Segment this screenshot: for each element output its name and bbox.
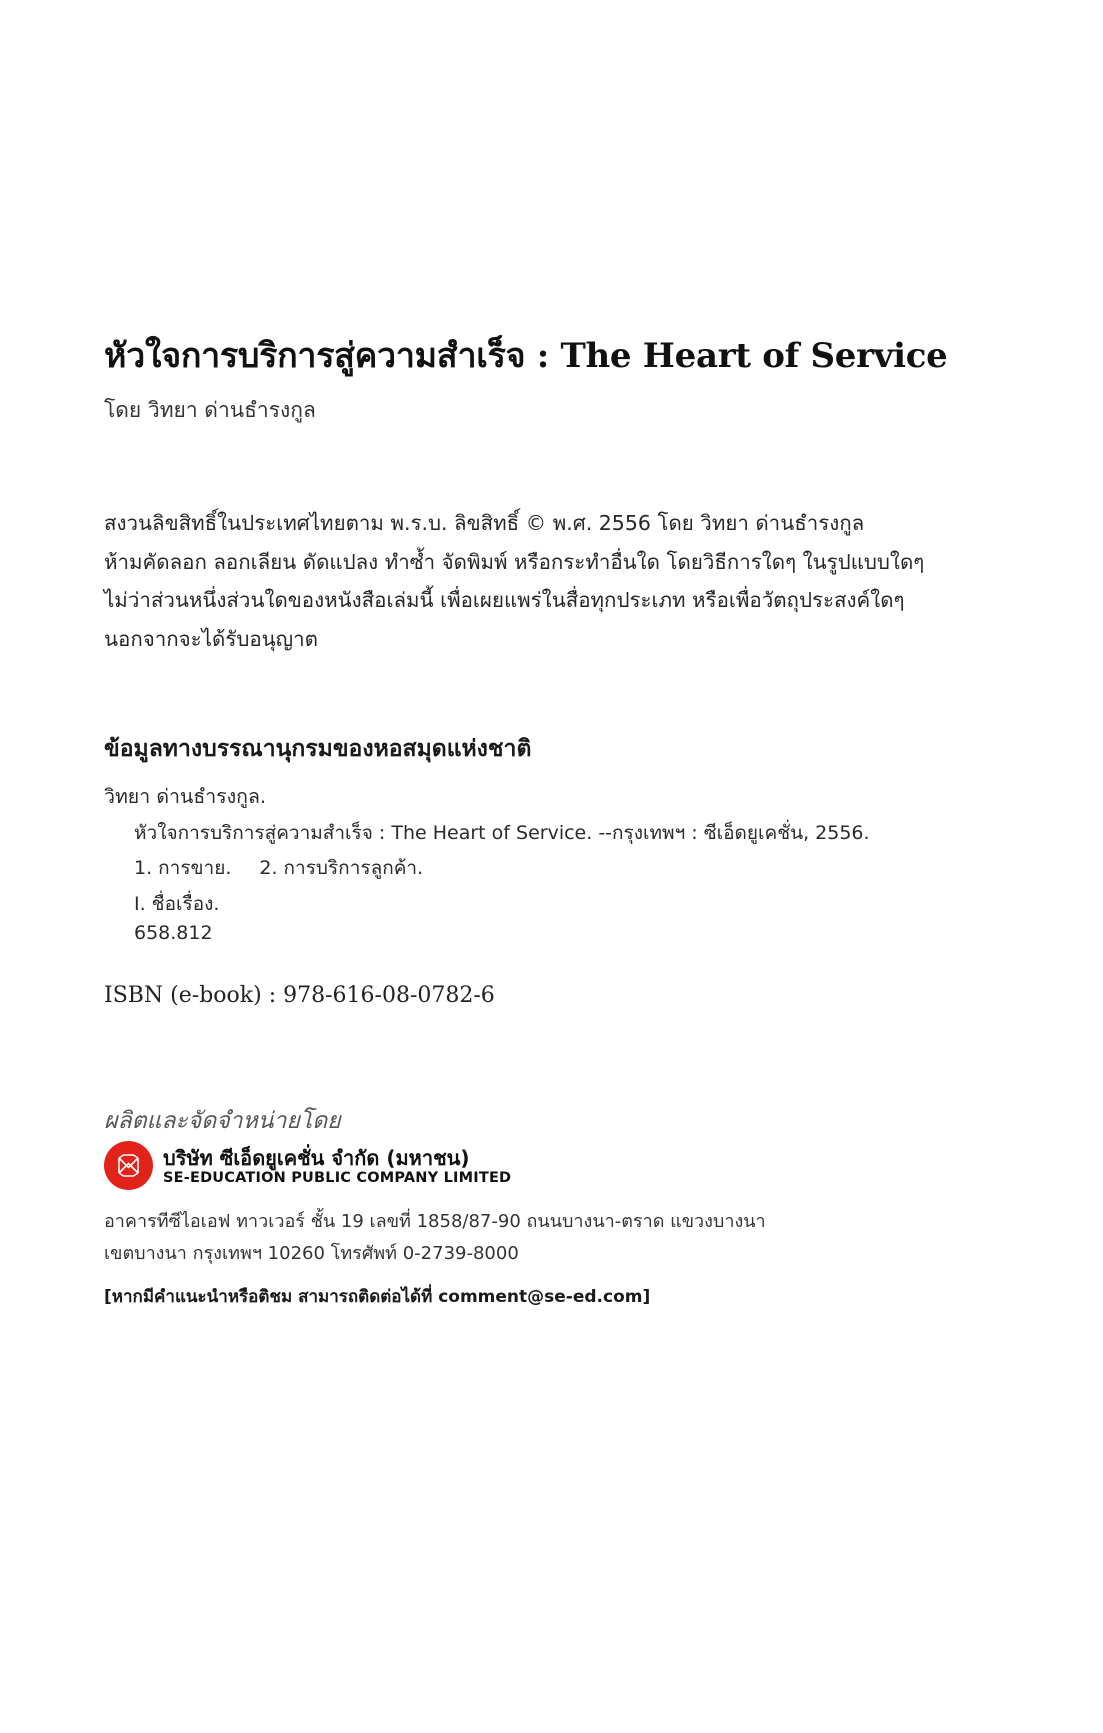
publisher-address [104,1206,766,1270]
publisher-name-english: SE-EDUCATION PUBLIC COMPANY LIMITED [163,1170,512,1186]
cip-classification: 658.812 [134,922,213,944]
book-title: หัวใจการบริการสู่ความสำเร็จ : The Heart of Service [104,336,948,376]
produced-by-label: ผลิตและจัดจำหน่ายโดย [104,1108,341,1134]
isbn: ISBN (e-book) : 978-616-08-0782-6 [104,983,495,1008]
author-byline: โดย วิทยา ด่านธำรงกูล [104,398,316,422]
publisher-name-thai: บริษัท ซีเอ็ดยูเคชั่น จำกัด (มหาชน) [163,1146,470,1170]
copyright-notice [104,504,1004,658]
address-line: อาคารทีซีไอเอฟ ทาวเวอร์ ชั้น 19 เลขที่ 1858/87-90 ถนนบางนา-ตราด แขวงบางนา [104,1211,766,1232]
cip-title-entry: I. ชื่อเรื่อง. [134,893,220,915]
copyright-line: สงวนลิขสิทธิ์ในประเทศไทยตาม พ.ร.บ. ลิขสิทธิ์ © พ.ศ. 2556 โดย วิทยา ด่านธำรงกูล [104,511,865,535]
cip-subject: 1. การขาย. [134,857,232,879]
address-line: เขตบางนา กรุงเทพฯ 10260 โทรศัพท์ 0-2739-8000 [104,1243,519,1264]
se-ed-logo-icon [104,1141,153,1190]
cip-title-line: หัวใจการบริการสู่ความสำเร็จ : The Heart of Service. --กรุงเทพฯ : ซีเอ็ดยูเคชั่น, 2556. [134,822,870,844]
copyright-line: ไม่ว่าส่วนหนึ่งส่วนใดของหนังสือเล่มนี้ เพื่อเผยแพร่ในสื่อทุกประเภท หรือเพื่อวัตถุประสงค์ใดๆ [104,588,905,612]
copyright-line: นอกจากจะได้รับอนุญาต [104,626,318,651]
cip-heading: ข้อมูลทางบรรณานุกรมของหอสมุดแห่งชาติ [104,736,532,762]
cip-subject: 2. การบริการลูกค้า. [259,857,424,879]
copyright-line: ห้ามคัดลอก ลอกเลียน ดัดแปลง ทำซ้ำ จัดพิมพ์ หรือกระทำอื่นใด โดยวิธีการใดๆ ในรูปแบบใดๆ [104,549,925,574]
cip-author: วิทยา ด่านธำรงกูล. [104,785,267,808]
contact-note: [หากมีคำแนะนำหรือติชม สามารถติดต่อได้ที่ comment@se-ed.com] [104,1287,651,1307]
cip-subjects [134,853,423,883]
